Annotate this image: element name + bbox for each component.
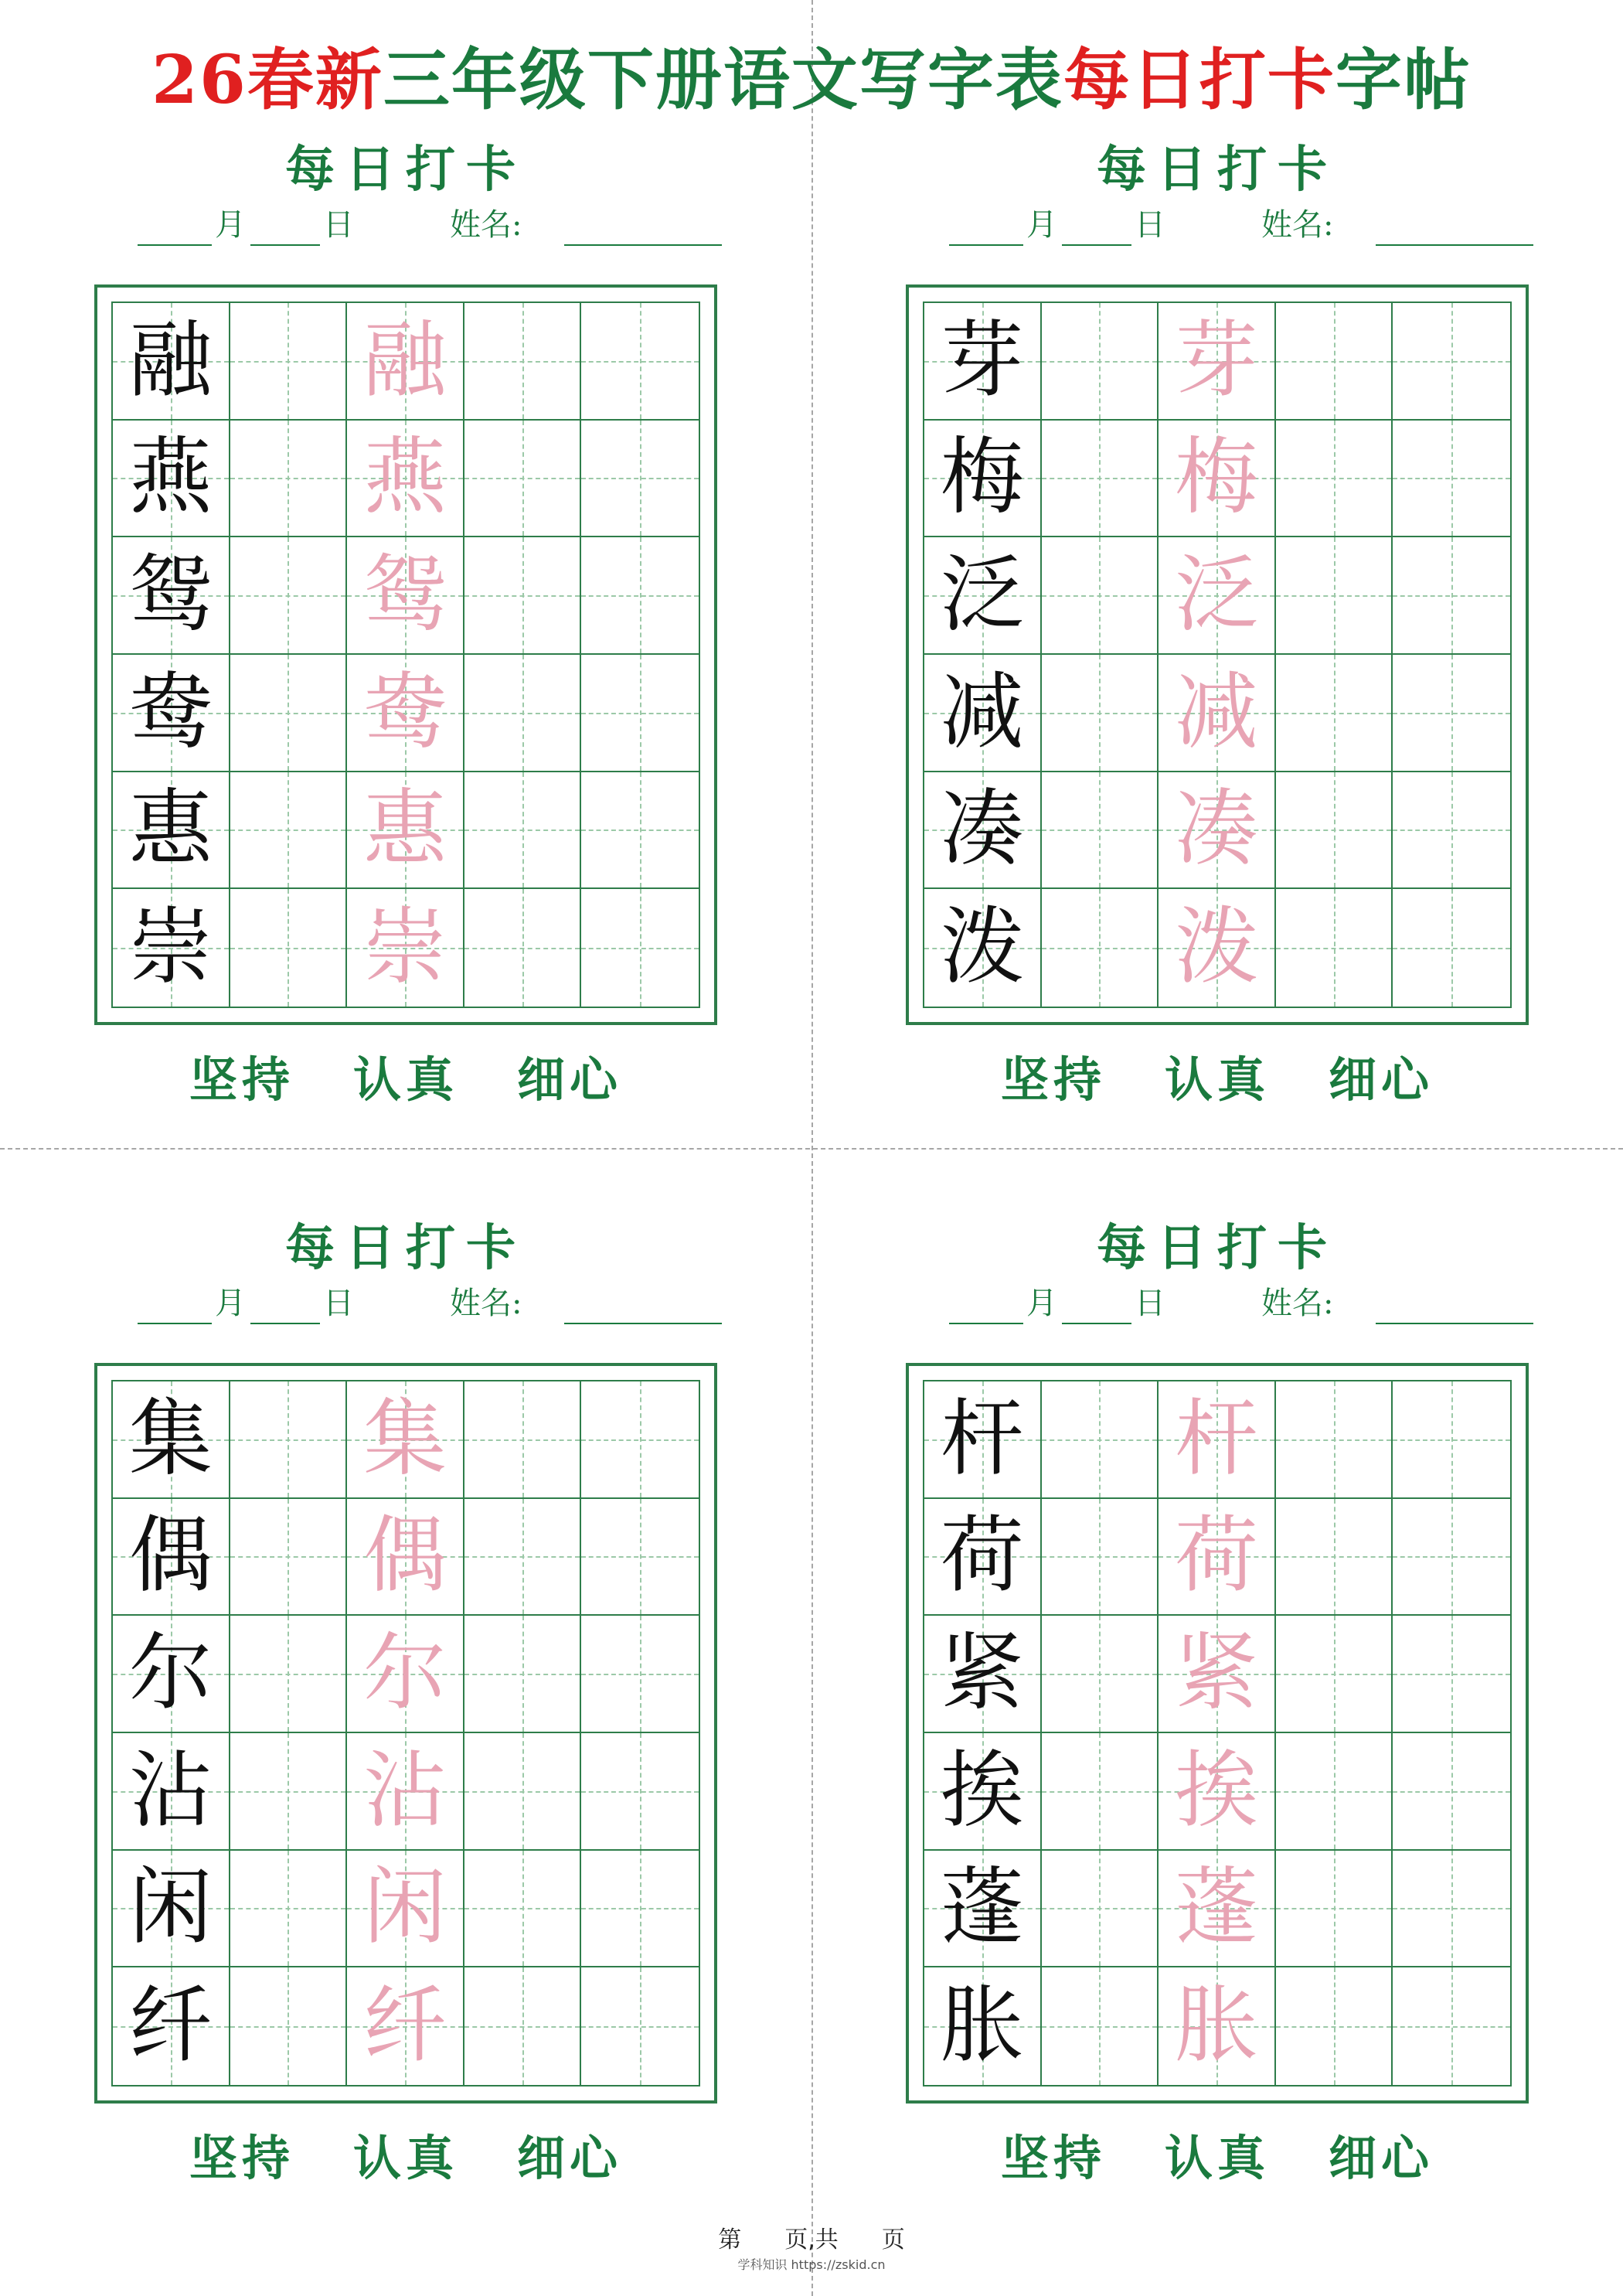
- grid-cell[interactable]: [1276, 772, 1393, 890]
- grid-cell[interactable]: [1042, 1967, 1159, 2085]
- card-title: 每日打卡: [285, 141, 526, 199]
- watermark: 学科知识 https://zskid.cn: [737, 2257, 886, 2272]
- grid-cell[interactable]: [464, 1967, 582, 2085]
- trace-char: 芽: [1174, 312, 1258, 409]
- grid-cell[interactable]: [230, 889, 348, 1007]
- grid-cell: [924, 1616, 1042, 1733]
- practice-grid: [111, 1380, 700, 2086]
- model-char: 燕: [128, 429, 213, 526]
- motto-item: 坚持: [1000, 2130, 1106, 2186]
- grid-cell[interactable]: [581, 1381, 699, 1499]
- practice-grid-frame: [906, 1363, 1529, 2104]
- grid-cell[interactable]: [230, 1967, 348, 2085]
- grid-cell[interactable]: [1042, 537, 1159, 655]
- motto-item: 坚持: [189, 1051, 294, 1108]
- grid-cell[interactable]: [347, 1967, 464, 2085]
- name-label: 姓名:: [450, 1286, 522, 1321]
- grid-cell[interactable]: [464, 1381, 582, 1499]
- grid-cell[interactable]: [230, 772, 348, 890]
- grid-cell: [924, 1733, 1042, 1851]
- grid-cell[interactable]: [1042, 1851, 1159, 1968]
- practice-grid: [923, 301, 1512, 1008]
- grid-cell[interactable]: [581, 1499, 699, 1616]
- grid-cell: [924, 1381, 1042, 1499]
- grid-cell[interactable]: [1393, 772, 1510, 890]
- footer-total-label: 共: [815, 2226, 839, 2253]
- grid-cell[interactable]: [1159, 889, 1276, 1007]
- month-blank[interactable]: [138, 244, 212, 246]
- footer-page-label: 第: [718, 2226, 742, 2253]
- grid-cell[interactable]: [1159, 421, 1276, 538]
- name-blank[interactable]: [1376, 244, 1533, 246]
- grid-cell[interactable]: [464, 772, 582, 890]
- grid-cell[interactable]: [1042, 1381, 1159, 1499]
- grid-cell[interactable]: [1276, 303, 1393, 421]
- grid-cell[interactable]: [1276, 1616, 1393, 1733]
- day-blank[interactable]: [1062, 244, 1131, 246]
- model-char: 集: [128, 1390, 213, 1487]
- grid-cell[interactable]: [230, 1733, 348, 1851]
- grid-cell[interactable]: [1042, 772, 1159, 890]
- grid-cell[interactable]: [1393, 1381, 1510, 1499]
- date-name-line: [949, 207, 1536, 249]
- grid-cell: [924, 1499, 1042, 1616]
- title-green-middle: 三年级下册语文写字表: [383, 41, 1063, 119]
- grid-cell[interactable]: [1159, 303, 1276, 421]
- motto: [0, 1051, 812, 1108]
- grid-cell[interactable]: [230, 303, 348, 421]
- title-red-prefix: 26春新: [151, 41, 383, 119]
- model-char: 泛: [940, 547, 1024, 644]
- name-blank[interactable]: [564, 244, 722, 246]
- grid-cell[interactable]: [347, 303, 464, 421]
- grid-cell[interactable]: [1276, 1381, 1393, 1499]
- grid-cell[interactable]: [581, 655, 699, 772]
- month-label: 月: [1026, 207, 1057, 243]
- trace-char: 凑: [1174, 781, 1258, 878]
- model-char: 紧: [940, 1625, 1024, 1722]
- model-char: 尔: [128, 1625, 213, 1722]
- grid-cell[interactable]: [347, 772, 464, 890]
- model-char: 梅: [940, 429, 1024, 526]
- grid-cell[interactable]: [347, 1381, 464, 1499]
- grid-cell[interactable]: [230, 1851, 348, 1968]
- motto-item: 细心: [517, 1051, 623, 1108]
- trace-char: 集: [362, 1390, 447, 1487]
- model-char: 融: [128, 312, 213, 409]
- trace-char: 鸯: [362, 663, 447, 761]
- grid-cell[interactable]: [347, 421, 464, 538]
- model-char: 鸳: [128, 547, 213, 644]
- motto-item: 细心: [1329, 1051, 1434, 1108]
- model-char: 减: [940, 663, 1024, 761]
- grid-cell[interactable]: [1159, 772, 1276, 890]
- grid-cell[interactable]: [581, 772, 699, 890]
- grid-cell[interactable]: [464, 421, 582, 538]
- card-title: 每日打卡: [1097, 1219, 1338, 1277]
- grid-cell[interactable]: [581, 303, 699, 421]
- grid-cell[interactable]: [347, 1616, 464, 1733]
- day-label: 日: [1135, 1286, 1165, 1321]
- practice-grid: [111, 301, 700, 1008]
- grid-cell[interactable]: [1042, 303, 1159, 421]
- grid-cell[interactable]: [1159, 1616, 1276, 1733]
- grid-cell: [924, 1967, 1042, 2085]
- motto-item: 认真: [352, 2130, 458, 2186]
- grid-cell[interactable]: [1393, 1616, 1510, 1733]
- day-blank[interactable]: [250, 244, 320, 246]
- grid-cell[interactable]: [347, 537, 464, 655]
- grid-cell[interactable]: [464, 537, 582, 655]
- grid-cell: [113, 1616, 230, 1733]
- practice-grid-frame: [94, 1363, 717, 2104]
- card-title: 每日打卡: [285, 1219, 526, 1277]
- grid-cell[interactable]: [1276, 655, 1393, 772]
- trace-char: 燕: [362, 429, 447, 526]
- name-blank[interactable]: [564, 1323, 722, 1324]
- grid-cell[interactable]: [1159, 655, 1276, 772]
- grid-cell[interactable]: [581, 421, 699, 538]
- practice-grid-frame: [94, 284, 717, 1025]
- trace-char: 挨: [1174, 1742, 1258, 1839]
- grid-cell[interactable]: [230, 1499, 348, 1616]
- grid-cell[interactable]: [464, 1499, 582, 1616]
- grid-cell[interactable]: [1042, 1499, 1159, 1616]
- grid-cell[interactable]: [464, 1733, 582, 1851]
- grid-cell[interactable]: [230, 537, 348, 655]
- grid-cell[interactable]: [347, 889, 464, 1007]
- practice-card: [0, 0, 812, 1148]
- grid-cell[interactable]: [1393, 1499, 1510, 1616]
- grid-cell: [924, 889, 1042, 1007]
- trace-char: 惠: [362, 781, 447, 878]
- grid-cell[interactable]: [1393, 655, 1510, 772]
- model-char: 胀: [940, 1977, 1024, 2075]
- grid-cell[interactable]: [1042, 421, 1159, 538]
- trace-char: 泼: [1174, 899, 1258, 996]
- grid-cell[interactable]: [1276, 537, 1393, 655]
- trace-char: 沾: [362, 1742, 447, 1839]
- grid-cell[interactable]: [1393, 537, 1510, 655]
- trace-char: 胀: [1174, 1977, 1258, 2075]
- grid-cell[interactable]: [1042, 889, 1159, 1007]
- day-blank[interactable]: [250, 1323, 320, 1324]
- grid-cell: [113, 1851, 230, 1968]
- month-blank[interactable]: [138, 1323, 212, 1324]
- practice-grid: [923, 1380, 1512, 2086]
- model-char: 芽: [940, 312, 1024, 409]
- grid-cell: [924, 421, 1042, 538]
- grid-cell[interactable]: [464, 889, 582, 1007]
- grid-cell: [113, 1499, 230, 1616]
- grid-cell[interactable]: [1042, 655, 1159, 772]
- grid-cell[interactable]: [1159, 1967, 1276, 2085]
- model-char: 沾: [128, 1742, 213, 1839]
- grid-cell[interactable]: [1276, 1733, 1393, 1851]
- motto-item: 认真: [352, 1051, 458, 1108]
- grid-cell: [924, 537, 1042, 655]
- day-blank[interactable]: [1062, 1323, 1131, 1324]
- motto-item: 认真: [1164, 1051, 1270, 1108]
- name-label: 姓名:: [1261, 1286, 1334, 1321]
- model-char: 惠: [128, 781, 213, 878]
- grid-cell[interactable]: [1159, 1499, 1276, 1616]
- grid-cell[interactable]: [581, 889, 699, 1007]
- grid-cell: [113, 1967, 230, 2085]
- title-red-suffix: 每日打卡: [1063, 41, 1335, 119]
- trace-char: 荷: [1174, 1507, 1258, 1605]
- grid-cell[interactable]: [581, 1967, 699, 2085]
- trace-char: 紧: [1174, 1625, 1258, 1722]
- date-name-line: [138, 207, 725, 249]
- name-label: 姓名:: [1261, 207, 1334, 243]
- grid-cell: [924, 655, 1042, 772]
- grid-cell: [113, 537, 230, 655]
- trace-char: 尔: [362, 1625, 447, 1722]
- model-char: 蓬: [940, 1859, 1024, 1957]
- day-label: 日: [1135, 207, 1165, 243]
- motto: [0, 2130, 812, 2186]
- model-char: 崇: [128, 899, 213, 996]
- motto: [812, 1051, 1623, 1108]
- model-char: 偶: [128, 1507, 213, 1605]
- trace-char: 泛: [1174, 547, 1258, 644]
- grid-cell[interactable]: [1393, 889, 1510, 1007]
- model-char: 纤: [128, 1977, 213, 2075]
- grid-cell[interactable]: [347, 655, 464, 772]
- month-label: 月: [1026, 1286, 1057, 1321]
- grid-cell[interactable]: [1276, 1499, 1393, 1616]
- footer-sep: ,: [808, 2226, 815, 2253]
- trace-char: 崇: [362, 899, 447, 996]
- motto-item: 细心: [1329, 2130, 1434, 2186]
- day-label: 日: [323, 1286, 354, 1321]
- month-label: 月: [215, 207, 246, 243]
- grid-cell[interactable]: [464, 655, 582, 772]
- grid-cell[interactable]: [1042, 1733, 1159, 1851]
- date-name-line: [138, 1286, 725, 1327]
- grid-cell[interactable]: [464, 303, 582, 421]
- page-footer: [0, 2220, 1623, 2254]
- grid-cell: [113, 655, 230, 772]
- grid-cell: [113, 1381, 230, 1499]
- grid-cell[interactable]: [230, 655, 348, 772]
- grid-cell[interactable]: [581, 537, 699, 655]
- grid-cell[interactable]: [230, 1381, 348, 1499]
- grid-cell: [113, 1733, 230, 1851]
- grid-cell: [113, 303, 230, 421]
- grid-cell[interactable]: [347, 1851, 464, 1968]
- model-char: 凑: [940, 781, 1024, 878]
- grid-cell[interactable]: [464, 1851, 582, 1968]
- grid-cell[interactable]: [1159, 1851, 1276, 1968]
- grid-cell[interactable]: [1276, 421, 1393, 538]
- motto-item: 坚持: [189, 2130, 294, 2186]
- motto-item: 坚持: [1000, 1051, 1106, 1108]
- practice-card: [812, 0, 1623, 1148]
- trace-char: 纤: [362, 1977, 447, 2075]
- grid-cell[interactable]: [1276, 889, 1393, 1007]
- day-label: 日: [323, 207, 354, 243]
- date-name-line: [949, 1286, 1536, 1327]
- grid-cell[interactable]: [1159, 1381, 1276, 1499]
- grid-cell[interactable]: [230, 1616, 348, 1733]
- grid-cell: [113, 889, 230, 1007]
- footer-total-unit: 页: [881, 2226, 905, 2253]
- grid-cell[interactable]: [1042, 1616, 1159, 1733]
- grid-cell: [113, 772, 230, 890]
- model-char: 荷: [940, 1507, 1024, 1605]
- motto-item: 认真: [1164, 2130, 1270, 2186]
- trace-char: 杆: [1174, 1390, 1258, 1487]
- practice-grid-frame: [906, 284, 1529, 1025]
- grid-cell[interactable]: [581, 1733, 699, 1851]
- model-char: 挨: [940, 1742, 1024, 1839]
- model-char: 闲: [128, 1859, 213, 1957]
- month-blank[interactable]: [949, 244, 1023, 246]
- footer-page-unit: 页: [784, 2226, 808, 2253]
- motto: [812, 2130, 1623, 2186]
- trace-char: 梅: [1174, 429, 1258, 526]
- card-title: 每日打卡: [1097, 141, 1338, 199]
- trace-char: 鸳: [362, 547, 447, 644]
- model-char: 泼: [940, 899, 1024, 996]
- grid-cell[interactable]: [464, 1616, 582, 1733]
- grid-cell: [924, 772, 1042, 890]
- trace-char: 闲: [362, 1859, 447, 1957]
- trace-char: 偶: [362, 1507, 447, 1605]
- grid-cell[interactable]: [347, 1499, 464, 1616]
- trace-char: 减: [1174, 663, 1258, 761]
- grid-cell: [924, 303, 1042, 421]
- name-label: 姓名:: [450, 207, 522, 243]
- model-char: 杆: [940, 1390, 1024, 1487]
- grid-cell[interactable]: [1276, 1851, 1393, 1968]
- trace-char: 蓬: [1174, 1859, 1258, 1957]
- model-char: 鸯: [128, 663, 213, 761]
- grid-cell[interactable]: [1159, 537, 1276, 655]
- motto-item: 细心: [517, 2130, 623, 2186]
- name-blank[interactable]: [1376, 1323, 1533, 1324]
- grid-cell[interactable]: [1393, 1967, 1510, 2085]
- grid-cell: [924, 1851, 1042, 1968]
- grid-cell[interactable]: [1393, 303, 1510, 421]
- month-blank[interactable]: [949, 1323, 1023, 1324]
- grid-cell[interactable]: [1159, 1733, 1276, 1851]
- grid-cell[interactable]: [1393, 421, 1510, 538]
- trace-char: 融: [362, 312, 447, 409]
- title-green-end: 字帖: [1335, 41, 1472, 119]
- month-label: 月: [215, 1286, 246, 1321]
- grid-cell[interactable]: [230, 421, 348, 538]
- grid-cell[interactable]: [581, 1616, 699, 1733]
- grid-cell[interactable]: [347, 1733, 464, 1851]
- grid-cell[interactable]: [581, 1851, 699, 1968]
- grid-cell: [113, 421, 230, 538]
- grid-cell[interactable]: [1393, 1851, 1510, 1968]
- practice-card: [0, 1148, 812, 2296]
- grid-cell[interactable]: [1276, 1967, 1393, 2085]
- grid-cell[interactable]: [1393, 1733, 1510, 1851]
- practice-card: [812, 1148, 1623, 2296]
